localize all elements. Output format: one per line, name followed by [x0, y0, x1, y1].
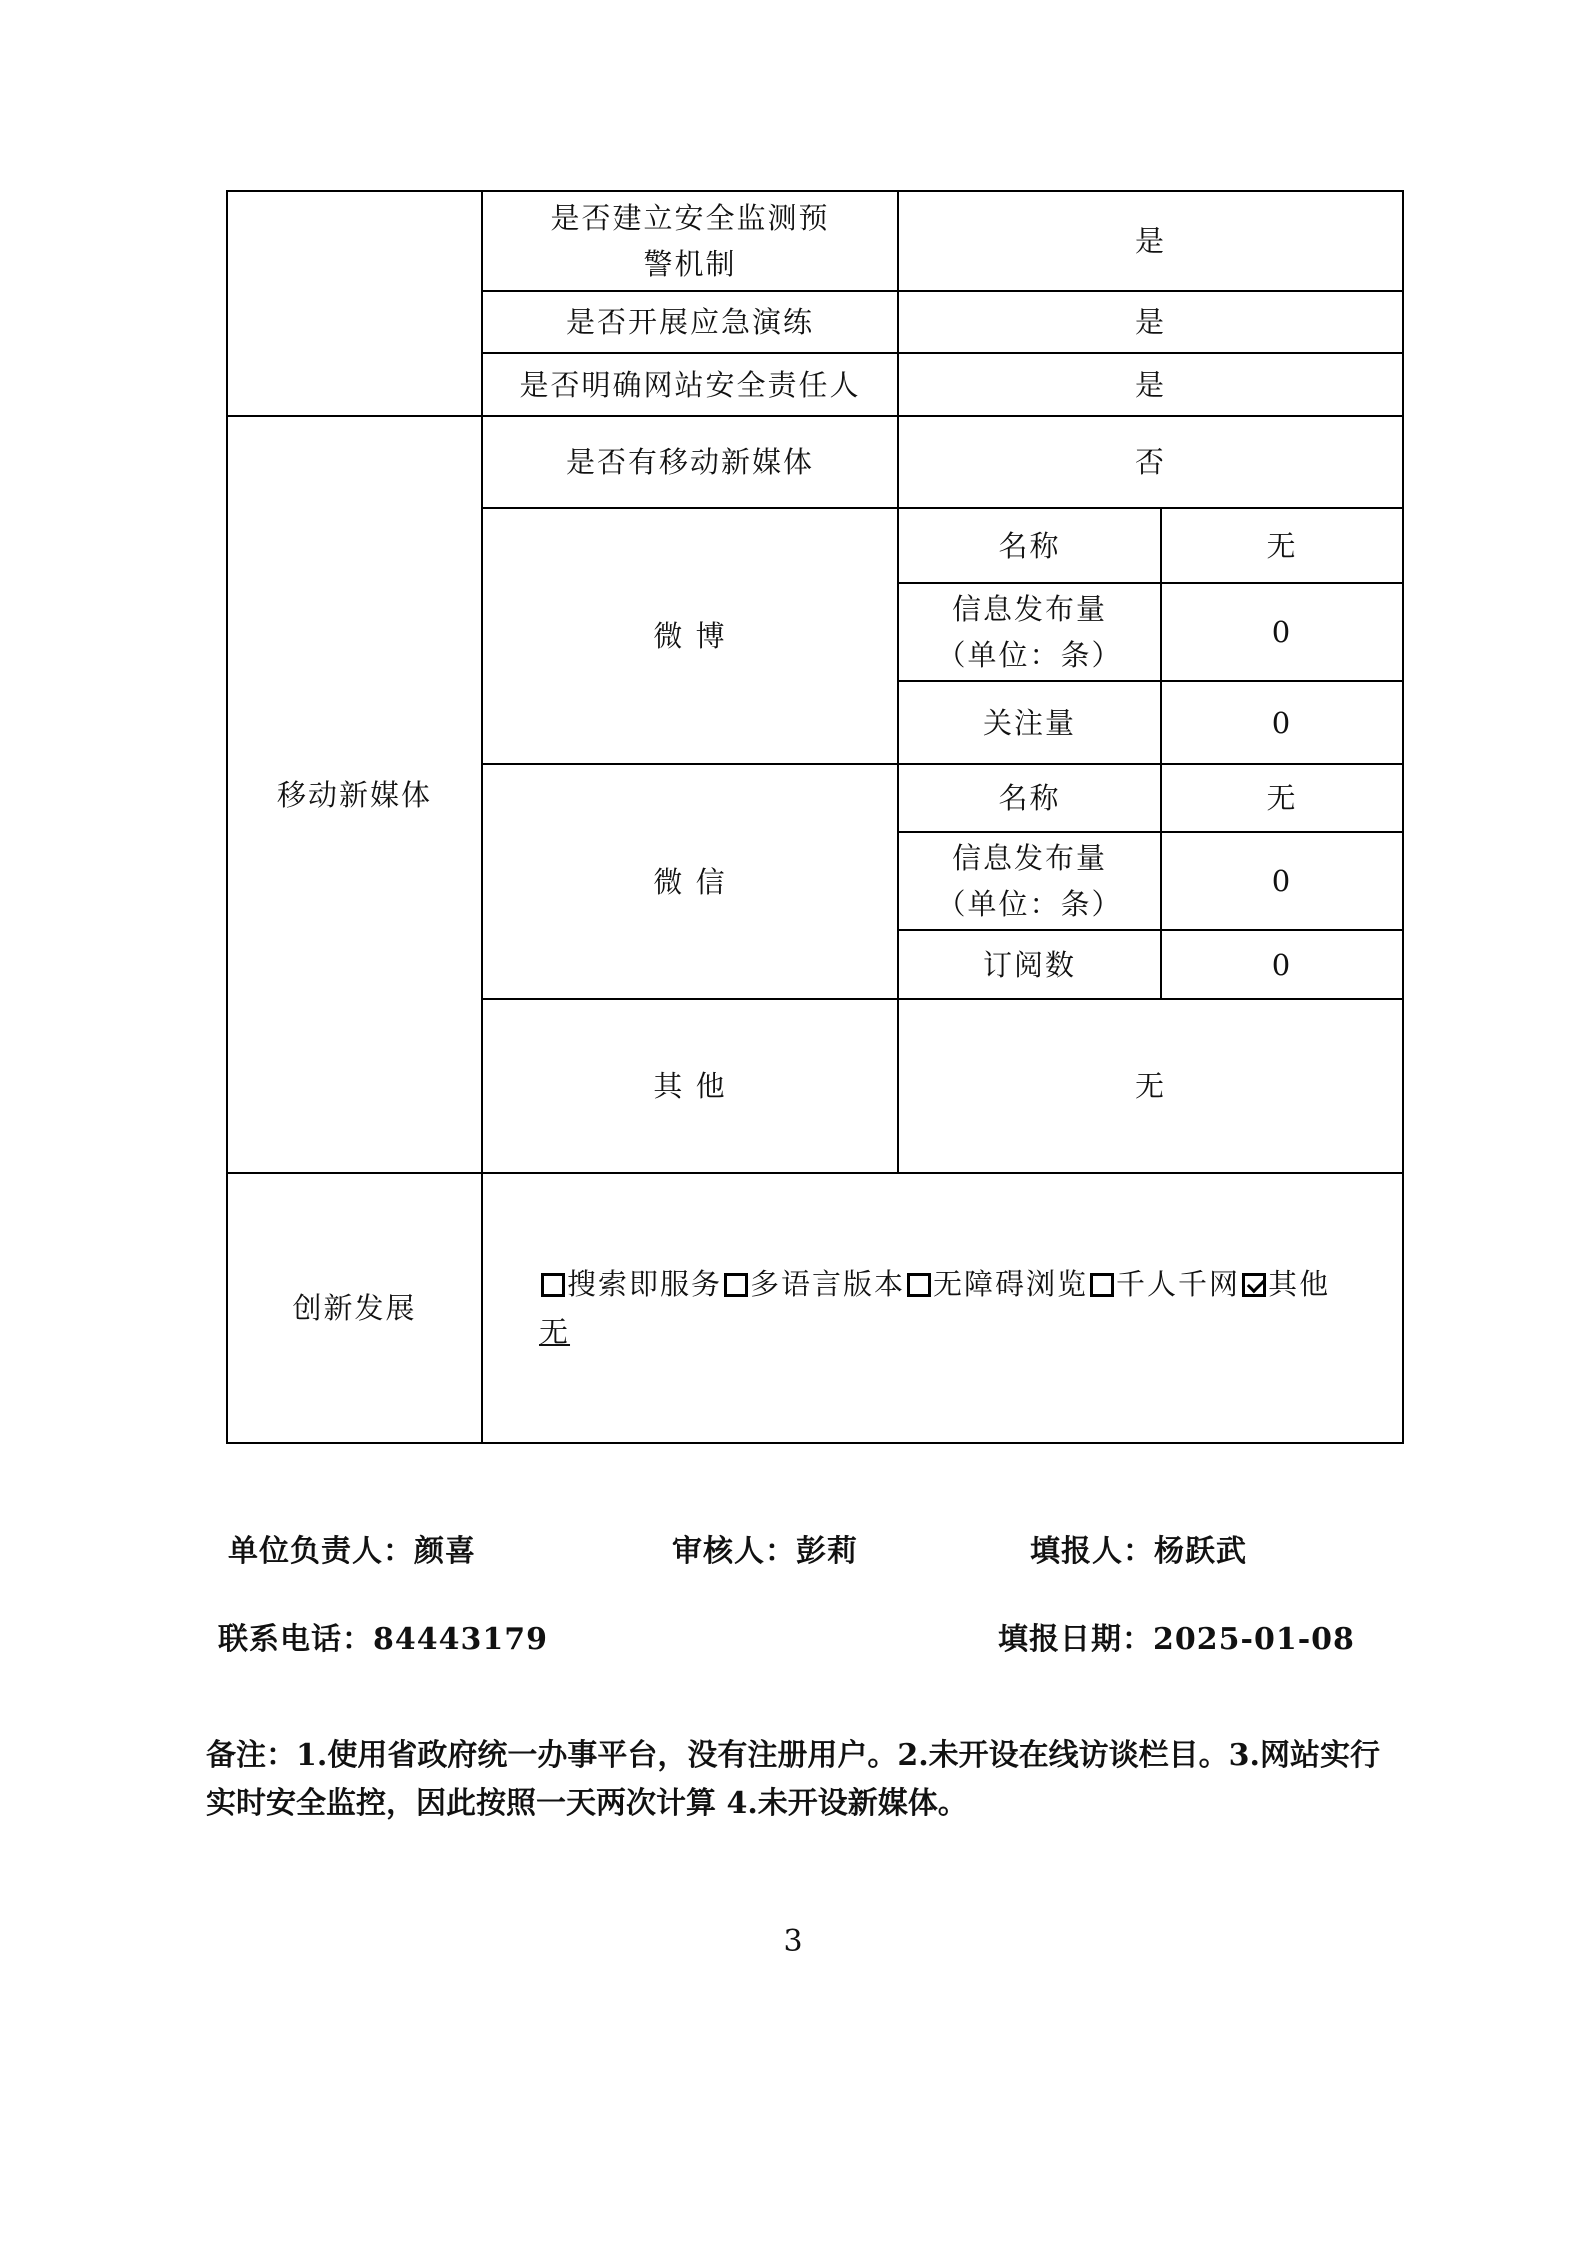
unit-head-signature: 单位负责人：颜喜: [228, 1534, 476, 1569]
checkbox-personalized[interactable]: 千人千网: [1088, 1267, 1240, 1301]
weibo-posts-value: 0: [1161, 583, 1403, 681]
wechat-posts-label: 信息发布量（单位：条）: [898, 832, 1161, 930]
security-responsible-value: 是: [898, 353, 1403, 416]
innovation-section-label: 创新发展: [227, 1173, 482, 1443]
weibo-followers-value: 0: [1161, 681, 1403, 764]
other-media-value: 无: [898, 999, 1403, 1173]
has-mobile-media-label: 是否有移动新媒体: [482, 416, 898, 508]
report-table: [226, 190, 1404, 1444]
mobile-media-section-label: 移动新媒体: [227, 416, 482, 1173]
checkbox-search-as-service[interactable]: 搜索即服务: [539, 1267, 722, 1301]
page-number: 3: [783, 1924, 803, 1959]
checked-checkbox-icon: [1242, 1273, 1266, 1297]
wechat-name-label: 名称: [898, 764, 1161, 832]
checkbox-accessibility[interactable]: 无障碍浏览: [905, 1267, 1088, 1301]
wechat-name-value: 无: [1161, 764, 1403, 832]
innovation-other-text: 无: [539, 1315, 571, 1349]
weibo-posts-label: 信息发布量（单位：条）: [898, 583, 1161, 681]
reviewer-signature: 审核人：彭莉: [672, 1534, 858, 1569]
wechat-label: 微 信: [482, 764, 898, 999]
wechat-subscribers-label: 订阅数: [898, 930, 1161, 999]
innovation-options: [482, 1173, 1403, 1443]
checkbox-icon: [1090, 1273, 1114, 1297]
security-section-cell: [227, 191, 482, 416]
table-row: [227, 1173, 1403, 1443]
other-media-label: 其 他: [482, 999, 898, 1173]
table-row: [227, 191, 1403, 291]
security-responsible-label: 是否明确网站安全责任人: [482, 353, 898, 416]
fill-date: 填报日期：2025-01-08: [998, 1622, 1355, 1657]
wechat-subscribers-value: 0: [1161, 930, 1403, 999]
checkbox-icon: [724, 1273, 748, 1297]
remarks-note: 备注：1.使用省政府统一办事平台，没有注册用户。2.未开设在线访谈栏目。3.网站实行实时安全监控，因此按照一天两次计算 4.未开设新媒体。: [206, 1738, 1380, 1821]
weibo-label: 微 博: [482, 508, 898, 764]
wechat-posts-value: 0: [1161, 832, 1403, 930]
checkbox-icon: [541, 1273, 565, 1297]
weibo-name-value: 无: [1161, 508, 1403, 583]
security-warning-value: 是: [898, 191, 1403, 291]
emergency-drill-label: 是否开展应急演练: [482, 291, 898, 353]
security-warning-label: 是否建立安全监测预警机制: [482, 191, 898, 291]
weibo-name-label: 名称: [898, 508, 1161, 583]
weibo-followers-label: 关注量: [898, 681, 1161, 764]
checkbox-icon: [907, 1273, 931, 1297]
emergency-drill-value: 是: [898, 291, 1403, 353]
has-mobile-media-value: 否: [898, 416, 1403, 508]
checkbox-multilingual[interactable]: 多语言版本: [722, 1267, 905, 1301]
contact-phone: 联系电话：84443179: [218, 1622, 548, 1657]
table-row: [227, 416, 1403, 508]
filler-signature: 填报人：杨跃武: [1030, 1534, 1247, 1569]
checkbox-other[interactable]: 其他: [1240, 1267, 1330, 1301]
